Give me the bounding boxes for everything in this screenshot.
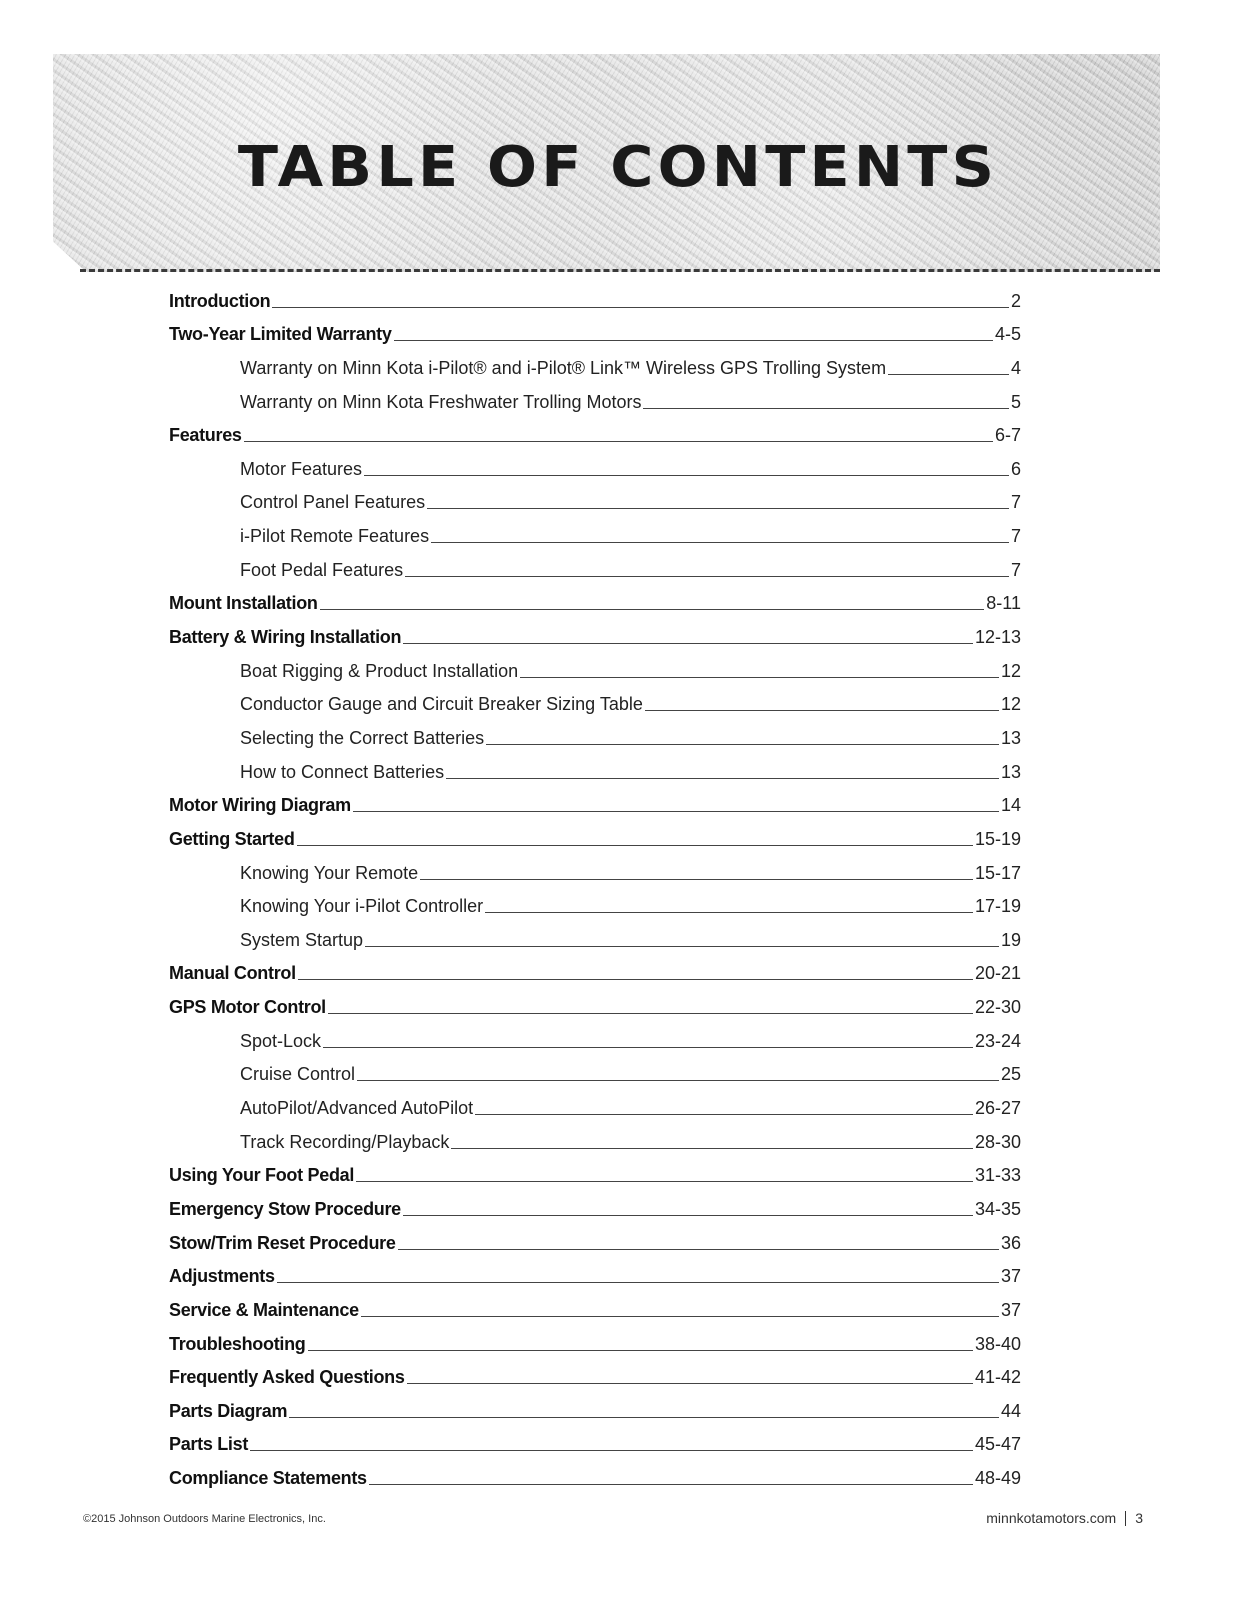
toc-entry-page: 37 xyxy=(1000,1266,1021,1287)
footer-right xyxy=(986,1510,1143,1526)
footer-divider xyxy=(1125,1511,1126,1526)
toc-entry-page: 15-17 xyxy=(974,862,1021,883)
toc-entry-leader xyxy=(277,1282,999,1283)
toc-entry[interactable] xyxy=(169,1359,1021,1393)
toc-entry[interactable] xyxy=(169,1056,1021,1090)
toc-entry-title: Troubleshooting xyxy=(169,1333,306,1354)
toc-entry-title: Compliance Statements xyxy=(169,1468,367,1489)
footer-copyright: ©2015 Johnson Outdoors Marine Electronics, Inc. xyxy=(83,1513,326,1525)
toc-entry-title: Motor Wiring Diagram xyxy=(169,795,351,816)
page-title: TABLE OF CONTENTS xyxy=(237,135,999,200)
toc-entry-title: Battery & Wiring Installation xyxy=(169,627,402,648)
toc-entry[interactable] xyxy=(169,888,1021,922)
toc-entry-page: 38-40 xyxy=(974,1333,1021,1354)
toc-entry-title: Warranty on Minn Kota Freshwater Trolling Motors xyxy=(240,391,642,412)
toc-entry[interactable] xyxy=(169,1022,1021,1056)
toc-entry-leader xyxy=(645,710,999,711)
toc-entry-title: How to Connect Batteries xyxy=(240,761,445,782)
toc-entry[interactable] xyxy=(169,1392,1021,1426)
toc-entry-title: Control Panel Features xyxy=(240,492,426,513)
toc-entry-leader xyxy=(403,1215,973,1216)
footer-page-number: 3 xyxy=(1135,1510,1143,1526)
toc-entry[interactable] xyxy=(169,1291,1021,1325)
toc-entry-page: 17-19 xyxy=(974,896,1021,917)
toc-entry-leader xyxy=(420,879,973,880)
toc-entry-page: 23-24 xyxy=(974,1030,1021,1051)
toc-entry-leader xyxy=(357,1080,999,1081)
toc-entry-page: 25 xyxy=(1000,1064,1021,1085)
toc-entry-page: 4 xyxy=(1010,357,1021,378)
toc-entry-leader xyxy=(486,744,999,745)
toc-entry[interactable] xyxy=(169,1459,1021,1493)
toc-entry-leader xyxy=(353,811,999,812)
toc-entry-title: Manual Control xyxy=(169,963,296,984)
toc-entry[interactable] xyxy=(169,955,1021,989)
toc-entry-title: Knowing Your i-Pilot Controller xyxy=(240,896,484,917)
toc-entry-page: 36 xyxy=(1000,1232,1021,1253)
toc-entry-leader xyxy=(431,542,1009,543)
toc-entry-page: 31-33 xyxy=(974,1165,1021,1186)
toc-entry-title: AutoPilot/Advanced AutoPilot xyxy=(240,1098,474,1119)
toc-entry[interactable] xyxy=(169,719,1021,753)
toc-entry[interactable] xyxy=(169,450,1021,484)
toc-entry-leader xyxy=(427,508,1009,509)
toc-entry[interactable] xyxy=(169,787,1021,821)
toc-entry[interactable] xyxy=(169,1258,1021,1292)
toc-entry-page: 22-30 xyxy=(974,997,1021,1018)
toc-entry-page: 6-7 xyxy=(994,425,1021,446)
toc-entry[interactable] xyxy=(169,1190,1021,1224)
toc-entry-page: 37 xyxy=(1000,1299,1021,1320)
toc-entry[interactable] xyxy=(169,1089,1021,1123)
toc-entry[interactable] xyxy=(169,1224,1021,1258)
toc-entry-leader xyxy=(361,1316,999,1317)
toc-entry[interactable] xyxy=(169,1325,1021,1359)
toc-entry-title: Features xyxy=(169,425,242,446)
toc-entry[interactable] xyxy=(169,1123,1021,1157)
toc-entry-title: Boat Rigging & Product Installation xyxy=(240,660,519,681)
toc-entry-title: Frequently Asked Questions xyxy=(169,1367,405,1388)
toc-entry-leader xyxy=(328,1013,973,1014)
toc-entry-page: 12 xyxy=(1000,660,1021,681)
toc-entry-title: Emergency Stow Procedure xyxy=(169,1198,401,1219)
toc-entry[interactable] xyxy=(169,383,1021,417)
toc-entry-title: Two-Year Limited Warranty xyxy=(169,324,392,345)
toc-entry-title: Adjustments xyxy=(169,1266,275,1287)
toc-entry-title: i-Pilot Remote Features xyxy=(240,526,430,547)
toc-entry[interactable] xyxy=(169,484,1021,518)
toc-entry-page: 14 xyxy=(1000,795,1021,816)
toc-entry-leader xyxy=(369,1484,973,1485)
toc-entry-leader xyxy=(308,1350,973,1351)
toc-entry-page: 20-21 xyxy=(974,963,1021,984)
toc-entry-title: Parts List xyxy=(169,1434,249,1455)
toc-entry-leader xyxy=(407,1383,973,1384)
toc-entry-title: Cruise Control xyxy=(240,1064,356,1085)
toc-entry[interactable] xyxy=(169,854,1021,888)
toc-entry-title: Warranty on Minn Kota i-Pilot® and i-Pilot® Link™ Wireless GPS Trolling System xyxy=(240,357,887,378)
toc-entry[interactable] xyxy=(169,988,1021,1022)
toc-entry[interactable] xyxy=(169,585,1021,619)
toc-entry-page: 28-30 xyxy=(974,1131,1021,1152)
toc-entry-page: 12-13 xyxy=(974,627,1021,648)
toc-entry-leader xyxy=(475,1114,973,1115)
toc-entry-leader xyxy=(323,1047,973,1048)
toc-entry-title: Service & Maintenance xyxy=(169,1299,359,1320)
toc-entry-page: 6 xyxy=(1010,458,1021,479)
toc-entry-leader xyxy=(403,643,973,644)
toc-entry[interactable] xyxy=(169,282,1021,316)
toc-entry-title: Spot-Lock xyxy=(240,1030,322,1051)
toc-entry-title: Knowing Your Remote xyxy=(240,862,419,883)
toc-entry-title: System Startup xyxy=(240,929,364,950)
toc-entry-page: 13 xyxy=(1000,727,1021,748)
toc-entry-leader xyxy=(485,912,973,913)
toc-entry-leader xyxy=(356,1181,973,1182)
toc-entry-title: Conductor Gauge and Circuit Breaker Sizing Table xyxy=(240,694,643,715)
toc-entry-page: 12 xyxy=(1000,694,1021,715)
toc-entry-page: 13 xyxy=(1000,761,1021,782)
toc-entry-title: Mount Installation xyxy=(169,593,318,614)
toc-entry-title: Foot Pedal Features xyxy=(240,559,404,580)
footer-website[interactable]: minnkotamotors.com xyxy=(986,1510,1117,1526)
toc-entry-leader xyxy=(394,340,993,341)
toc-entry-leader xyxy=(297,845,973,846)
toc-entry[interactable] xyxy=(169,1157,1021,1191)
toc-entry-leader xyxy=(272,307,1009,308)
toc-entry-leader xyxy=(451,1148,973,1149)
toc-entry[interactable] xyxy=(169,921,1021,955)
toc-entry[interactable] xyxy=(169,820,1021,854)
toc-entry[interactable] xyxy=(169,686,1021,720)
toc-entry-page: 15-19 xyxy=(974,828,1021,849)
toc-entry-page: 34-35 xyxy=(974,1198,1021,1219)
toc-entry-title: Parts Diagram xyxy=(169,1400,288,1421)
toc-entry[interactable] xyxy=(169,652,1021,686)
toc-entry[interactable] xyxy=(169,618,1021,652)
toc-entry-page: 2 xyxy=(1010,290,1021,311)
toc-entry-leader xyxy=(446,778,999,779)
toc-entry-page: 44 xyxy=(1000,1400,1021,1421)
toc-entry-leader xyxy=(888,374,1009,375)
toc-entry-title: Using Your Foot Pedal xyxy=(169,1165,355,1186)
toc-entry[interactable] xyxy=(169,753,1021,787)
toc-entry-page: 45-47 xyxy=(974,1434,1021,1455)
toc-entry-page: 26-27 xyxy=(974,1098,1021,1119)
toc-entry[interactable] xyxy=(169,417,1021,451)
toc-entry-title: Track Recording/Playback xyxy=(240,1131,450,1152)
header-dashed-divider xyxy=(80,269,1160,272)
toc-entry[interactable] xyxy=(169,349,1021,383)
toc-entry-page: 19 xyxy=(1000,929,1021,950)
toc-entry[interactable] xyxy=(169,1426,1021,1460)
toc-entry[interactable] xyxy=(169,551,1021,585)
toc-entry[interactable] xyxy=(169,316,1021,350)
toc-entry-page: 5 xyxy=(1010,391,1021,412)
toc-entry-leader xyxy=(289,1417,999,1418)
toc-entry-leader xyxy=(398,1249,999,1250)
toc-entry-leader xyxy=(364,475,1009,476)
toc-entry-title: Getting Started xyxy=(169,828,295,849)
toc-entry-leader xyxy=(250,1450,973,1451)
toc-entry-title: GPS Motor Control xyxy=(169,997,326,1018)
toc-entry-title: Selecting the Correct Batteries xyxy=(240,727,485,748)
toc-entry-page: 7 xyxy=(1010,559,1021,580)
toc-entry-page: 4-5 xyxy=(994,324,1021,345)
toc-entry-page: 8-11 xyxy=(986,593,1021,614)
toc-entry-leader xyxy=(298,979,973,980)
toc-entry-page: 41-42 xyxy=(974,1367,1021,1388)
toc-entry-title: Motor Features xyxy=(240,458,363,479)
toc-entry-leader xyxy=(244,441,993,442)
toc-entry-leader xyxy=(405,576,1009,577)
toc-entry-leader xyxy=(320,609,985,610)
toc-entry-leader xyxy=(365,946,999,947)
toc-entry-page: 48-49 xyxy=(974,1468,1021,1489)
toc-entry-title: Stow/Trim Reset Procedure xyxy=(169,1232,396,1253)
toc-entry-page: 7 xyxy=(1010,492,1021,513)
toc-entry-title: Introduction xyxy=(169,290,271,311)
toc-entry-leader xyxy=(520,677,999,678)
toc-entry-leader xyxy=(643,408,1009,409)
table-of-contents xyxy=(169,282,1021,1493)
toc-entry-page: 7 xyxy=(1010,526,1021,547)
toc-entry[interactable] xyxy=(169,517,1021,551)
